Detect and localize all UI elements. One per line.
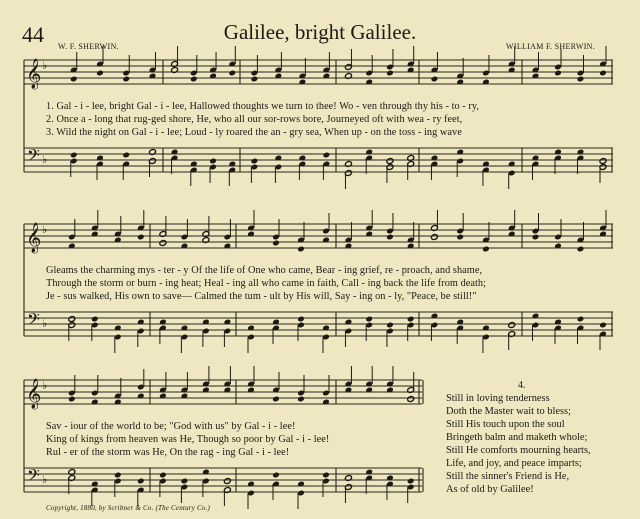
note-head bbox=[70, 76, 78, 83]
composer-right: WILLIAM F. SHERWIN. bbox=[506, 42, 596, 51]
lyric-s3-verse2: King of kings from heaven was He, Though so poor by Gal - i - lee! bbox=[46, 434, 330, 445]
note-head bbox=[508, 322, 516, 329]
note-head bbox=[322, 472, 330, 479]
note-head bbox=[272, 240, 280, 247]
flat-icon: ♭ bbox=[42, 59, 48, 72]
lyric-s1-verse3: 3. Wild the night on Gal - i - lee; Loud - ly roared the an - gry sea, When up - on the toss - ing wave bbox=[46, 127, 462, 138]
stanza-4-line: Still the sinner's Friend is He, bbox=[446, 471, 570, 482]
bass-clef-icon: 𝄢 bbox=[27, 145, 40, 169]
note-head bbox=[159, 472, 167, 479]
stanza-4-line: Life, and joy, and peace imparts; bbox=[446, 458, 582, 469]
lyric-s2-verse1: Gleams the charming mys - ter - y Of the life of One who came, Bear - ing grief, re - proach, and shame, bbox=[46, 265, 483, 276]
note-head bbox=[209, 158, 217, 165]
treble-staff bbox=[24, 224, 613, 248]
note-head bbox=[181, 478, 189, 485]
note-head bbox=[554, 70, 562, 77]
note-head bbox=[70, 152, 78, 159]
treble-staff bbox=[24, 380, 422, 404]
treble-clef-icon: 𝄞 bbox=[26, 379, 42, 409]
bass-staff bbox=[24, 148, 613, 172]
note-head bbox=[224, 478, 232, 485]
note-head bbox=[386, 234, 394, 241]
note-head bbox=[482, 246, 490, 253]
note-head bbox=[272, 396, 280, 403]
note-head bbox=[323, 152, 331, 159]
note-head bbox=[91, 316, 99, 323]
note-head bbox=[68, 316, 76, 323]
hymn-title: Galilee, bright Galilee. bbox=[223, 20, 417, 44]
note-head bbox=[137, 234, 145, 241]
note-head bbox=[297, 396, 305, 403]
lyric-s2-verse3: Je - sus walked, His own to save— Calmed the tum - ult by His will, Say - ing on - ly, "Peace, be still!" bbox=[46, 291, 477, 302]
note-head bbox=[431, 234, 439, 241]
note-head bbox=[137, 478, 145, 485]
flat-icon: ♭ bbox=[42, 473, 48, 486]
note-head bbox=[297, 316, 305, 323]
note-head bbox=[96, 70, 104, 77]
flat-icon: ♭ bbox=[42, 317, 48, 330]
stanza-4-line: Still His touch upon the soul bbox=[446, 419, 565, 430]
note-head bbox=[272, 472, 280, 479]
note-head bbox=[577, 316, 585, 323]
note-head bbox=[577, 246, 585, 253]
flat-icon: ♭ bbox=[42, 223, 48, 236]
stanza-4-line: Doth the Master wait to bless; bbox=[446, 406, 571, 417]
lyric-s1-verse1: 1. Gal - i - lee, bright Gal - i - lee, Hallowed thoughts we turn to thee! Wo - ven through thy his - to - ry, bbox=[46, 101, 480, 112]
note-head bbox=[407, 316, 415, 323]
treble-staff bbox=[24, 60, 613, 84]
note-head bbox=[386, 158, 394, 165]
note-head bbox=[386, 322, 394, 329]
stanza-4-line: Still He comforts mourning hearts, bbox=[446, 445, 591, 456]
stanza-4-line: As of old by Galilee! bbox=[446, 484, 534, 495]
note-head bbox=[297, 246, 305, 253]
note-head bbox=[122, 76, 130, 83]
bass-staff bbox=[24, 312, 613, 336]
copyright-notice: Copyright, 1880, by Scribner & Co. (The Century Co.) bbox=[46, 504, 210, 512]
lyric-s2-verse2: Through the storm or burn - ing heat; Heal - ing all who came in faith, Call - ing back the life from death; bbox=[46, 278, 487, 289]
note-head bbox=[114, 472, 122, 479]
note-head bbox=[251, 158, 259, 165]
flat-icon: ♭ bbox=[42, 153, 48, 166]
lyric-s3-verse1: Sav - iour of the world to be; "God with us" by Gal - i - lee! bbox=[46, 421, 296, 432]
note-head bbox=[228, 70, 236, 77]
lyric-s1-verse2: 2. Once a - long that rug-ged shore, He, who all our sor-rows bore, Journeyed oft with wea - ry feet, bbox=[46, 114, 463, 125]
bass-clef-icon: 𝄢 bbox=[27, 465, 40, 489]
note-head bbox=[599, 322, 607, 329]
note-head bbox=[577, 76, 585, 83]
note-head bbox=[599, 70, 607, 77]
note-head bbox=[386, 70, 394, 77]
bass-staff bbox=[24, 468, 422, 492]
lyric-s3-verse3: Rul - er of the storm was He, On the rag - ing Gal - i - lee! bbox=[46, 447, 290, 458]
note-head bbox=[431, 76, 439, 83]
stanza-4-number: 4. bbox=[518, 380, 526, 391]
note-head bbox=[122, 152, 130, 159]
treble-clef-icon: 𝄞 bbox=[26, 223, 42, 253]
note-head bbox=[190, 76, 198, 83]
treble-clef-icon: 𝄞 bbox=[26, 59, 42, 89]
composer-left: W. F. SHERWIN. bbox=[58, 42, 119, 51]
note-head bbox=[159, 240, 167, 247]
note-head bbox=[532, 234, 540, 241]
note-head bbox=[407, 478, 415, 485]
note-head bbox=[407, 396, 415, 403]
bass-clef-icon: 𝄢 bbox=[27, 309, 40, 333]
note-head bbox=[68, 396, 76, 403]
stanza-4-line: Still in loving tenderness bbox=[446, 393, 550, 404]
hymn-number: 44 bbox=[22, 22, 44, 47]
note-head bbox=[599, 158, 607, 165]
stanza-4-line: Bringeth balm and maketh whole; bbox=[446, 432, 588, 443]
note-head bbox=[251, 76, 259, 83]
note-head bbox=[456, 234, 464, 241]
note-head bbox=[365, 316, 373, 323]
flat-icon: ♭ bbox=[42, 379, 48, 392]
